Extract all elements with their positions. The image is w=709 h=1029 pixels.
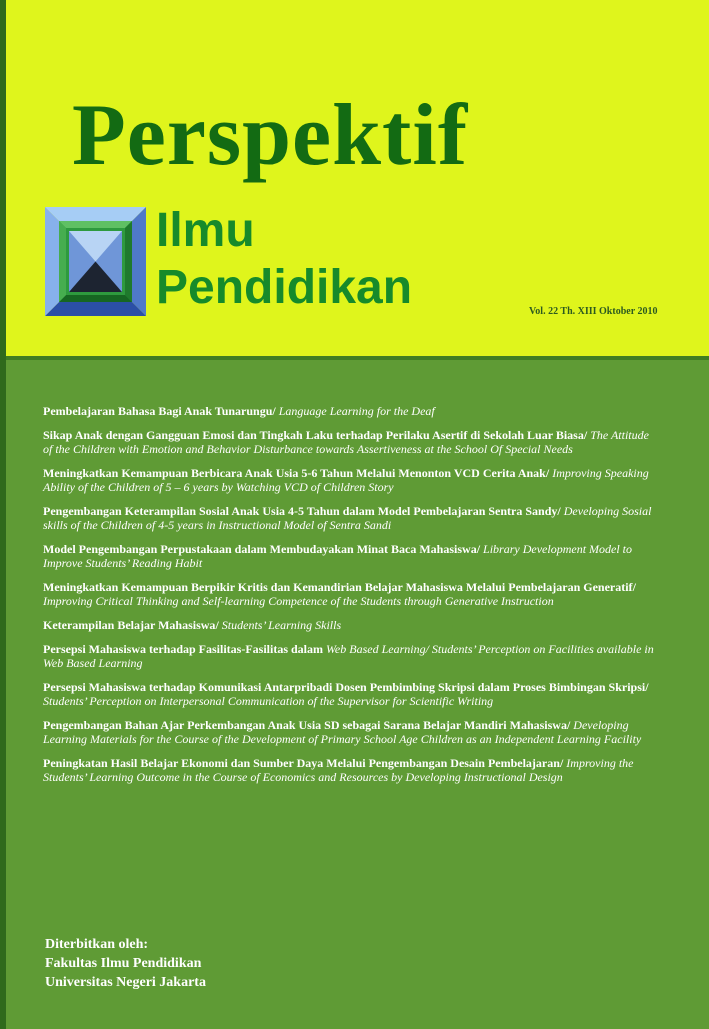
article-title: Model Pengembangan Perpustakaan dalam Membudayakan Minat Baca Mahasiswa <box>43 542 477 556</box>
title-separator: / <box>476 542 481 556</box>
article-entry <box>43 680 655 708</box>
article-entry <box>43 756 655 784</box>
article-entry <box>43 618 655 632</box>
publisher-block <box>45 935 405 992</box>
publisher-faculty: Fakultas Ilmu Pendidikan <box>45 956 202 971</box>
article-entry <box>43 466 655 494</box>
article-entry <box>43 642 655 670</box>
title-separator: / <box>215 618 219 632</box>
bevelled-square-hourglass-logo-icon <box>45 207 146 316</box>
title-separator: / <box>545 466 550 480</box>
article-entry <box>43 718 655 746</box>
article-english-title: Improving Speaking Ability of the Children of 5 – 6 years by Watching VCD of Children Story <box>43 466 649 494</box>
article-entry <box>43 580 655 608</box>
volume-info: Vol. 22 Th. XIII Oktober 2010 <box>529 306 658 317</box>
article-title: Persepsi Mahasiswa terhadap Komunikasi Antarpribadi Dosen Pembimbing Skripsi dalam Proses Bimbingan Skripsi <box>43 680 646 694</box>
article-title: Pengembangan Keterampilan Sosial Anak Usia 4-5 Tahun dalam Model Pembelajaran Sentra Sandy <box>43 504 558 518</box>
title-separator: / <box>583 428 588 442</box>
article-english-title: Developing Sosial skills of the Children of 4-5 years in Instructional Model of Sentra Sandi <box>43 504 652 532</box>
article-english-title: Language Learning for the Deaf <box>278 404 435 418</box>
title-separator: / <box>566 718 571 732</box>
article-english-title: Library Development Model to Improve Students’ Reading Habit <box>43 542 633 570</box>
title-separator: / <box>272 404 276 418</box>
article-english-title: Students’ Perception on Interpersonal Communication of the Supervisor for Scientific Writing <box>43 694 494 708</box>
article-entry <box>43 404 655 418</box>
title-separator: / <box>645 680 649 694</box>
article-entry <box>43 428 655 456</box>
article-title: Pengembangan Bahan Ajar Perkembangan Anak Usia SD sebagai Sarana Belajar Mandiri Mahasiswa <box>43 718 567 732</box>
journal-subtitle-line1: Ilmu <box>156 204 255 257</box>
title-separator: / <box>557 504 561 518</box>
publisher-label: Diterbitkan oleh: <box>45 937 149 952</box>
article-title: Sikap Anak dengan Gangguan Emosi dan Tingkah Laku terhadap Perilaku Asertif di Sekolah Luar Biasa <box>43 428 584 442</box>
article-title: Pembelajaran Bahasa Bagi Anak Tunarungu <box>43 404 273 418</box>
table-of-contents <box>43 404 655 794</box>
article-title: Persepsi Mahasiswa terhadap Fasilitas-Fasilitas dalam <box>43 642 324 656</box>
article-english-title: Web Based Learning/ Students’ Perception on Facilities available in Web Based Learning <box>43 642 654 670</box>
article-title: Meningkatkan Kemampuan Berbicara Anak Usia 5-6 Tahun Melalui Menonton VCD Cerita Anak <box>43 466 546 480</box>
article-english-title: Developing Learning Materials for the Course of the Development of Primary School Age Children as an Independent Learning Facility <box>43 718 642 746</box>
article-title: Peningkatan Hasil Belajar Ekonomi dan Sumber Daya Melalui Pengembangan Desain Pembelajaran <box>43 756 560 770</box>
article-english-title: Improving the Students’ Learning Outcome in the Course of Economics and Resources by Developing Instructional Design <box>43 756 634 784</box>
article-english-title: Students’ Learning Skills <box>221 618 342 632</box>
article-entry <box>43 542 655 570</box>
journal-title: Perspektif <box>72 87 469 184</box>
title-separator: / <box>559 756 564 770</box>
article-title: Keterampilan Belajar Mahasiswa <box>43 618 216 632</box>
article-english-title: The Attitude of the Children with Emotion and Behavior Disturbance towards Assertiveness at the School Of Special Needs <box>43 428 649 456</box>
article-title: Meningkatkan Kemampuan Berpikir Kritis dan Kemandirian Belajar Mahasiswa Melalui Pembelajaran Generatif <box>43 580 633 594</box>
article-entry <box>43 504 655 532</box>
title-separator: / <box>632 580 636 594</box>
article-english-title: Improving Critical Thinking and Self-learning Competence of the Students through Generative Instruction <box>43 594 554 608</box>
journal-subtitle-line2: Pendidikan <box>156 261 413 314</box>
publisher-university: Universitas Negeri Jakarta <box>45 975 206 990</box>
